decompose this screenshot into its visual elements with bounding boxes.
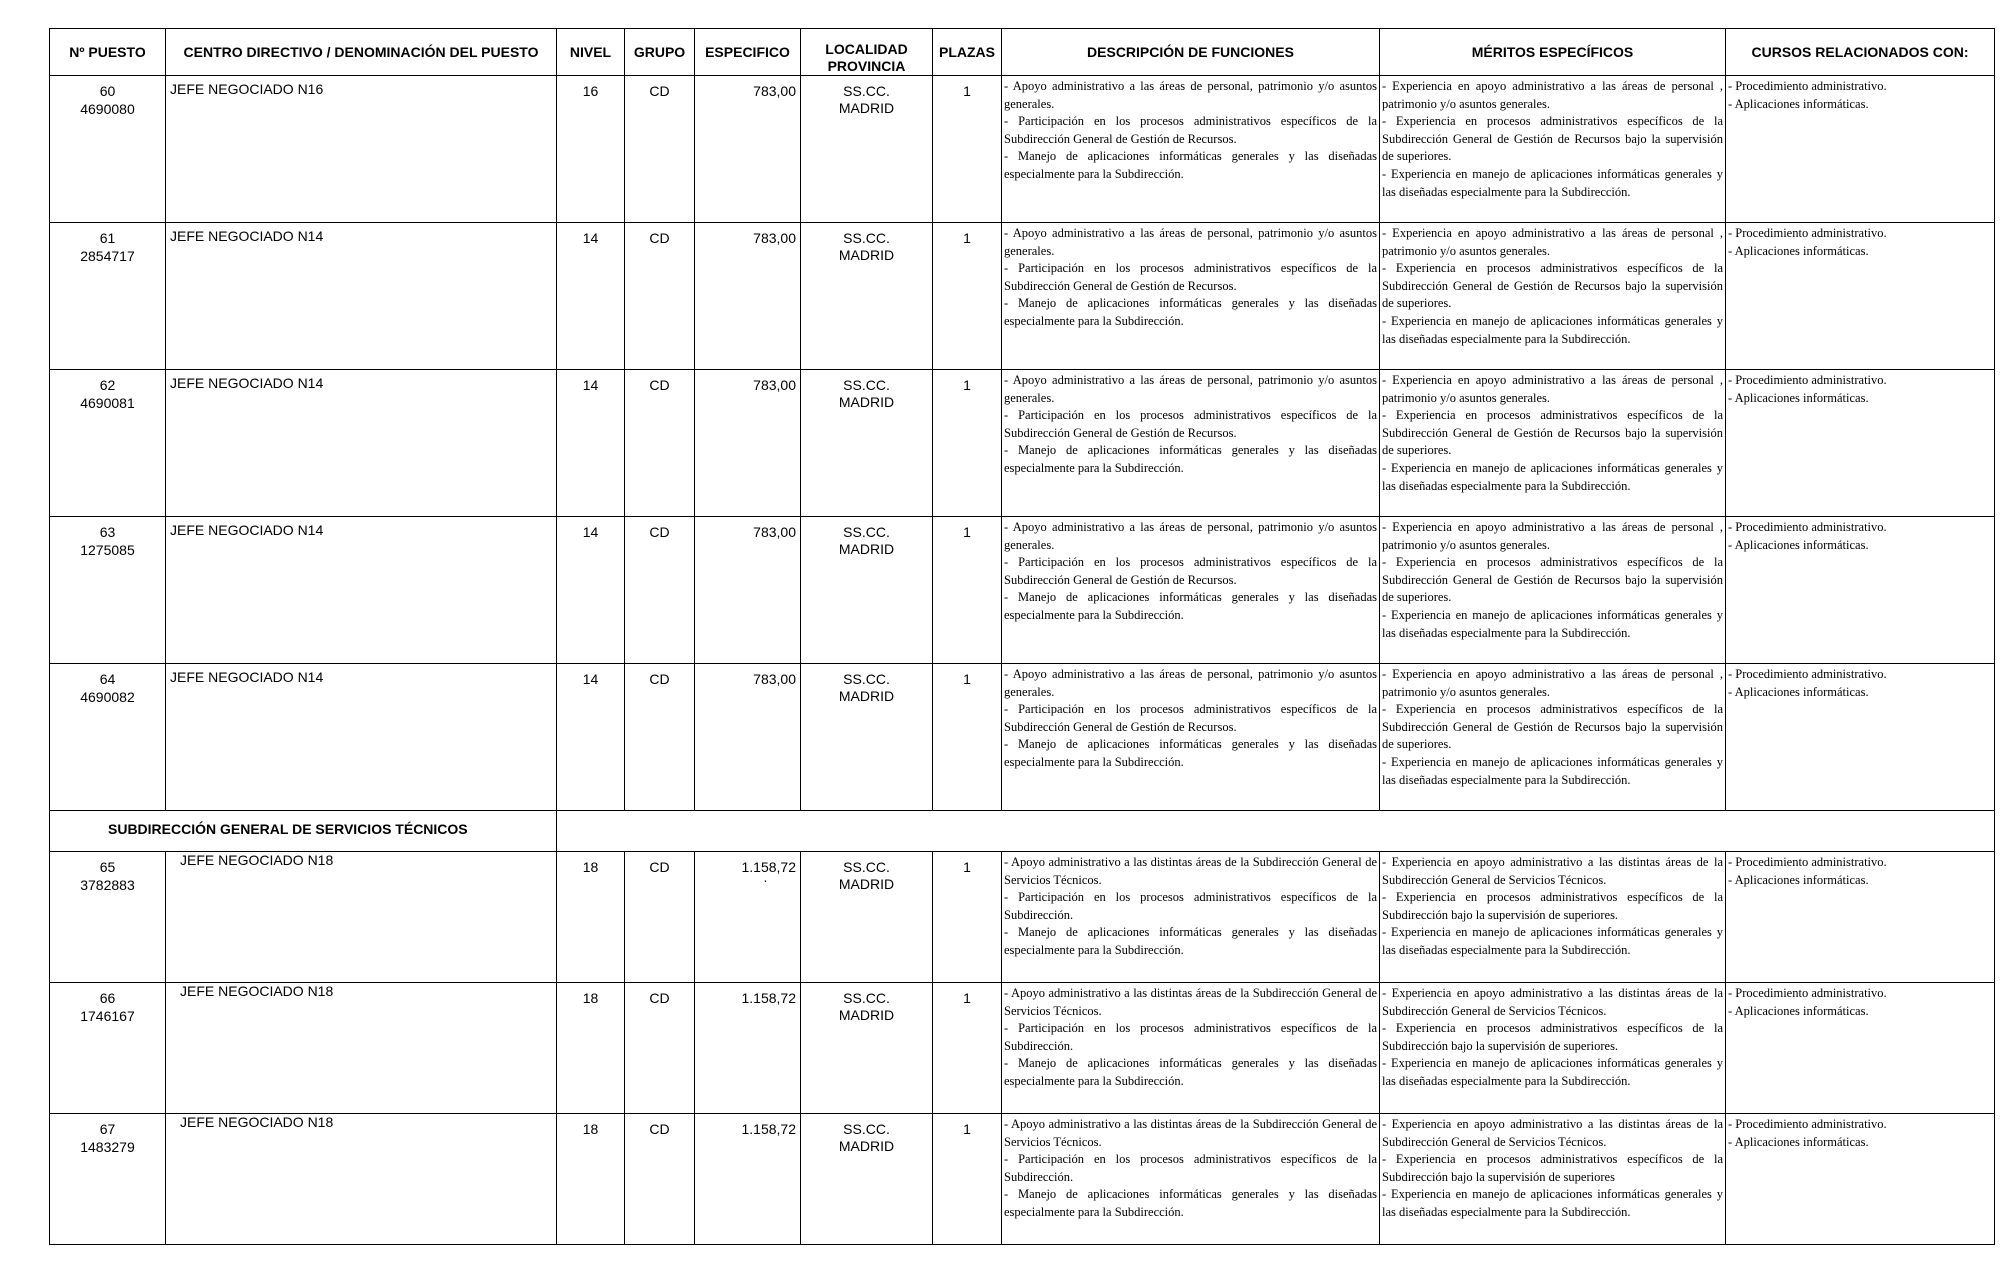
desc-line: - Participación en los procesos administrativos específicos de la Subdirección General de Gestión de Recursos. (1004, 114, 1377, 146)
meritos-cell (1380, 517, 1726, 664)
descripcion-cell (1002, 76, 1380, 223)
puesto-cell (50, 1114, 166, 1245)
grupo-value: CD (625, 76, 695, 223)
cursos-cell (1726, 76, 1995, 223)
cursos-line: - Aplicaciones informáticas. (1728, 1134, 1869, 1149)
puesto-code: 1275085 (80, 542, 135, 558)
puesto-cell (50, 983, 166, 1114)
cursos-cell (1726, 517, 1995, 664)
meritos-line: - Experiencia en apoyo administrativo a las áreas de personal , patrimonio y/o asuntos generales. (1382, 79, 1723, 111)
cursos-line: - Aplicaciones informáticas. (1728, 243, 1869, 258)
cursos-line: - Procedimiento administrativo. (1728, 855, 1887, 869)
meritos-line: - Experiencia en manejo de aplicaciones informáticas generales y las diseñadas especialmente para la Subdirección. (1382, 1187, 1723, 1219)
localidad-cell (801, 1114, 933, 1245)
grupo-value: CD (625, 852, 695, 983)
section-title: SUBDIRECCIÓN GENERAL DE SERVICIOS TÉCNICOS (50, 811, 557, 852)
meritos-line: - Experiencia en procesos administrativos específicos de la Subdirección General de Gestión de Recursos bajo la supervisión de superiores. (1382, 261, 1723, 311)
meritos-line: - Experiencia en apoyo administrativo a las áreas de personal , patrimonio y/o asuntos generales. (1382, 373, 1723, 405)
desc-line: - Participación en los procesos administrativos específicos de la Subdirección. (1004, 1021, 1377, 1053)
localidad-line1: SS.CC. (843, 1121, 890, 1137)
meritos-line: - Experiencia en manejo de aplicaciones informáticas generales y las diseñadas especialmente para la Subdirección. (1382, 460, 1723, 493)
header-descripcion: DESCRIPCIÓN DE FUNCIONES (1002, 29, 1380, 76)
plazas-value: 1 (933, 983, 1002, 1114)
meritos-cell (1380, 76, 1726, 223)
desc-line: - Manejo de aplicaciones informáticas generales y las diseñadas especialmente para la Subdirección. (1004, 1056, 1377, 1088)
localidad-line1: SS.CC. (843, 83, 890, 99)
especifico-value (695, 664, 801, 811)
descripcion-cell (1002, 852, 1380, 983)
localidad-line1: SS.CC. (843, 671, 890, 687)
header-especifico: ESPECIFICO (695, 29, 801, 76)
plazas-value: 1 (933, 223, 1002, 370)
plazas-value: 1 (933, 852, 1002, 983)
descripcion-cell (1002, 664, 1380, 811)
plazas-value: 1 (933, 1114, 1002, 1245)
cursos-line: - Aplicaciones informáticas. (1728, 390, 1869, 405)
header-row (50, 29, 1995, 76)
cursos-line: - Aplicaciones informáticas. (1728, 684, 1869, 699)
desc-line: - Manejo de aplicaciones informáticas generales y las diseñadas especialmente para la Subdirección. (1004, 925, 1377, 957)
cursos-line: - Procedimiento administrativo. (1728, 667, 1887, 681)
desc-line: - Apoyo administrativo a las áreas de personal, patrimonio y/o asuntos generales. (1004, 226, 1377, 258)
meritos-line: - Experiencia en procesos administrativos específicos de la Subdirección bajo la supervisión de superiores (1382, 1152, 1723, 1184)
descripcion-cell (1002, 1114, 1380, 1245)
stray-dot-mark: · (763, 872, 768, 888)
meritos-line: - Experiencia en procesos administrativos específicos de la Subdirección bajo la supervisión de superiores. (1382, 1021, 1723, 1053)
cursos-line: - Procedimiento administrativo. (1728, 226, 1887, 240)
cursos-line: - Procedimiento administrativo. (1728, 986, 1887, 1000)
puesto-code: 4690081 (80, 395, 135, 411)
table-row (50, 223, 1995, 370)
localidad-cell (801, 370, 933, 517)
grupo-value: CD (625, 370, 695, 517)
cursos-cell (1726, 1114, 1995, 1245)
job-positions-table (49, 28, 1995, 1245)
localidad-cell (801, 223, 933, 370)
especifico-value (695, 76, 801, 223)
nivel-value: 18 (557, 983, 625, 1114)
localidad-line1: SS.CC. (843, 230, 890, 246)
puesto-name: JEFE NEGOCIADO N14 (166, 223, 557, 370)
puesto-name: JEFE NEGOCIADO N14 (166, 370, 557, 517)
desc-line: - Apoyo administrativo a las distintas áreas de la Subdirección General de Servicios Técnicos. (1004, 1117, 1377, 1149)
nivel-value: 18 (557, 852, 625, 983)
localidad-line2: MADRID (838, 394, 895, 410)
nivel-value: 18 (557, 1114, 625, 1245)
especifico-value (695, 223, 801, 370)
plazas-value: 1 (933, 664, 1002, 811)
nivel-value: 16 (557, 76, 625, 223)
meritos-cell (1380, 852, 1726, 983)
desc-line: - Apoyo administrativo a las distintas áreas de la Subdirección General de Servicios Técnicos. (1004, 855, 1377, 887)
localidad-line1: SS.CC. (843, 524, 890, 540)
meritos-line: - Experiencia en procesos administrativos específicos de la Subdirección General de Gestión de Recursos bajo la supervisión de superiores. (1382, 408, 1723, 458)
localidad-line2: MADRID (838, 1007, 895, 1023)
especifico-amount: 1.158,72 (741, 859, 796, 875)
meritos-line: - Experiencia en manejo de aplicaciones informáticas generales y las diseñadas especialmente para la Subdirección. (1382, 313, 1723, 346)
puesto-code: 1746167 (80, 1008, 135, 1024)
meritos-line: - Experiencia en apoyo administrativo a las distintas áreas de la Subdirección General de Servicios Técnicos. (1382, 855, 1723, 887)
puesto-number: 65 (99, 859, 116, 875)
header-cursos: CURSOS RELACIONADOS CON: (1726, 29, 1995, 76)
localidad-line2: MADRID (838, 876, 895, 892)
desc-line: - Participación en los procesos administrativos específicos de la Subdirección General de Gestión de Recursos. (1004, 408, 1377, 440)
desc-line: - Manejo de aplicaciones informáticas generales y las diseñadas especialmente para la Subdirección. (1004, 590, 1377, 622)
localidad-cell (801, 852, 933, 983)
table-row (50, 983, 1995, 1114)
puesto-name: JEFE NEGOCIADO N16 (166, 76, 557, 223)
localidad-cell (801, 983, 933, 1114)
desc-line: - Participación en los procesos administrativos específicos de la Subdirección General de Gestión de Recursos. (1004, 555, 1377, 587)
cursos-cell (1726, 852, 1995, 983)
cursos-cell (1726, 370, 1995, 517)
descripcion-cell (1002, 983, 1380, 1114)
meritos-line: - Experiencia en manejo de aplicaciones informáticas generales y las diseñadas especialmente para la Subdirección. (1382, 166, 1723, 199)
localidad-line2: MADRID (838, 1138, 895, 1154)
especifico-value (695, 1114, 801, 1245)
desc-line: - Manejo de aplicaciones informáticas generales y las diseñadas especialmente para la Subdirección. (1004, 296, 1377, 328)
cursos-line: - Aplicaciones informáticas. (1728, 537, 1869, 552)
cursos-line: - Procedimiento administrativo. (1728, 1117, 1887, 1131)
desc-line: - Participación en los procesos administrativos específicos de la Subdirección General de Gestión de Recursos. (1004, 261, 1377, 293)
puesto-name: JEFE NEGOCIADO N18 (166, 852, 557, 983)
meritos-line: - Experiencia en manejo de aplicaciones informáticas generales y las diseñadas especialmente para la Subdirección. (1382, 1056, 1723, 1088)
meritos-line: - Experiencia en apoyo administrativo a las distintas áreas de la Subdirección General de Servicios Técnicos. (1382, 986, 1723, 1018)
grupo-value: CD (625, 983, 695, 1114)
localidad-cell (801, 517, 933, 664)
desc-line: - Participación en los procesos administrativos específicos de la Subdirección. (1004, 890, 1377, 922)
puesto-cell (50, 370, 166, 517)
puesto-cell (50, 223, 166, 370)
puesto-cell (50, 517, 166, 664)
header-plazas: PLAZAS (933, 29, 1002, 76)
especifico-amount: 1.158,72 (741, 990, 796, 1006)
desc-line: - Participación en los procesos administrativos específicos de la Subdirección General de Gestión de Recursos. (1004, 702, 1377, 734)
puesto-number: 60 (99, 83, 116, 99)
desc-line: - Apoyo administrativo a las áreas de personal, patrimonio y/o asuntos generales. (1004, 373, 1377, 405)
meritos-line: - Experiencia en apoyo administrativo a las áreas de personal , patrimonio y/o asuntos generales. (1382, 226, 1723, 258)
puesto-name: JEFE NEGOCIADO N14 (166, 517, 557, 664)
plazas-value: 1 (933, 517, 1002, 664)
puesto-cell (50, 76, 166, 223)
meritos-line: - Experiencia en manejo de aplicaciones informáticas generales y las diseñadas especialmente para la Subdirección. (1382, 754, 1723, 787)
header-puesto: Nº PUESTO (50, 29, 166, 76)
desc-line: - Manejo de aplicaciones informáticas generales y las diseñadas especialmente para la Subdirección. (1004, 737, 1377, 769)
localidad-line1: SS.CC. (843, 990, 890, 1006)
especifico-amount: 783,00 (753, 83, 796, 99)
meritos-line: - Experiencia en manejo de aplicaciones informáticas generales y las diseñadas especialmente para la Subdirección. (1382, 607, 1723, 640)
grupo-value: CD (625, 223, 695, 370)
grupo-value: CD (625, 517, 695, 664)
section-row (50, 811, 1995, 852)
desc-line: - Apoyo administrativo a las áreas de personal, patrimonio y/o asuntos generales. (1004, 79, 1377, 111)
localidad-line2: MADRID (838, 247, 895, 263)
nivel-value: 14 (557, 223, 625, 370)
desc-line: - Participación en los procesos administrativos específicos de la Subdirección. (1004, 1152, 1377, 1184)
descripcion-cell (1002, 223, 1380, 370)
especifico-amount: 783,00 (753, 671, 796, 687)
header-localidad-line2: PROVINCIA (827, 58, 906, 74)
localidad-line1: SS.CC. (843, 377, 890, 393)
descripcion-cell (1002, 517, 1380, 664)
localidad-line2: MADRID (838, 541, 895, 557)
puesto-code: 3782883 (80, 877, 135, 893)
puesto-number: 64 (99, 671, 116, 687)
nivel-value: 14 (557, 517, 625, 664)
especifico-value (695, 517, 801, 664)
nivel-value: 14 (557, 370, 625, 517)
localidad-line2: MADRID (838, 100, 895, 116)
header-localidad (801, 29, 933, 76)
nivel-value: 14 (557, 664, 625, 811)
puesto-name: JEFE NEGOCIADO N18 (166, 1114, 557, 1245)
especifico-amount: 783,00 (753, 230, 796, 246)
puesto-code: 4690082 (80, 689, 135, 705)
puesto-number: 67 (99, 1121, 116, 1137)
table-row (50, 370, 1995, 517)
cursos-line: - Procedimiento administrativo. (1728, 520, 1887, 534)
cursos-line: - Aplicaciones informáticas. (1728, 96, 1869, 111)
table-row (50, 76, 1995, 223)
desc-line: - Manejo de aplicaciones informáticas generales y las diseñadas especialmente para la Subdirección. (1004, 149, 1377, 181)
meritos-line: - Experiencia en apoyo administrativo a las áreas de personal , patrimonio y/o asuntos generales. (1382, 667, 1723, 699)
header-localidad-line1: LOCALIDAD (825, 41, 908, 57)
puesto-cell (50, 852, 166, 983)
grupo-value: CD (625, 1114, 695, 1245)
localidad-cell (801, 76, 933, 223)
meritos-cell (1380, 370, 1726, 517)
cursos-cell (1726, 983, 1995, 1114)
header-grupo: GRUPO (625, 29, 695, 76)
puesto-cell (50, 664, 166, 811)
cursos-cell (1726, 664, 1995, 811)
especifico-value (695, 370, 801, 517)
puesto-number: 61 (99, 230, 116, 246)
plazas-value: 1 (933, 76, 1002, 223)
meritos-cell (1380, 664, 1726, 811)
plazas-value: 1 (933, 370, 1002, 517)
localidad-cell (801, 664, 933, 811)
meritos-line: - Experiencia en manejo de aplicaciones informáticas generales y las diseñadas especialmente para la Subdirección. (1382, 925, 1723, 957)
meritos-line: - Experiencia en procesos administrativos específicos de la Subdirección General de Gestión de Recursos bajo la supervisión de superiores. (1382, 702, 1723, 752)
cursos-line: - Procedimiento administrativo. (1728, 373, 1887, 387)
localidad-line2: MADRID (838, 688, 895, 704)
meritos-cell (1380, 983, 1726, 1114)
puesto-name: JEFE NEGOCIADO N18 (166, 983, 557, 1114)
desc-line: - Manejo de aplicaciones informáticas generales y las diseñadas especialmente para la Subdirección. (1004, 443, 1377, 475)
puesto-code: 4690080 (80, 101, 135, 117)
puesto-code: 1483279 (80, 1139, 135, 1155)
meritos-line: - Experiencia en apoyo administrativo a las distintas áreas de la Subdirección General de Servicios Técnicos. (1382, 1117, 1723, 1149)
puesto-code: 2854717 (80, 248, 135, 264)
cursos-line: - Procedimiento administrativo. (1728, 79, 1887, 93)
especifico-value (695, 852, 801, 983)
especifico-value (695, 983, 801, 1114)
table-row (50, 1114, 1995, 1245)
cursos-line: - Aplicaciones informáticas. (1728, 1003, 1869, 1018)
desc-line: - Manejo de aplicaciones informáticas generales y las diseñadas especialmente para la Subdirección. (1004, 1187, 1377, 1219)
meritos-line: - Experiencia en procesos administrativos específicos de la Subdirección General de Gestión de Recursos bajo la supervisión de superiores. (1382, 114, 1723, 164)
descripcion-cell (1002, 370, 1380, 517)
cursos-cell (1726, 223, 1995, 370)
header-meritos: MÉRITOS ESPECÍFICOS (1380, 29, 1726, 76)
table-row (50, 852, 1995, 983)
localidad-line1: SS.CC. (843, 859, 890, 875)
puesto-number: 66 (99, 990, 116, 1006)
table-row (50, 664, 1995, 811)
puesto-number: 63 (99, 524, 116, 540)
meritos-line: - Experiencia en procesos administrativos específicos de la Subdirección General de Gestión de Recursos bajo la supervisión de superiores. (1382, 555, 1723, 605)
puesto-name: JEFE NEGOCIADO N14 (166, 664, 557, 811)
especifico-amount: 1.158,72 (741, 1121, 796, 1137)
header-centro: CENTRO DIRECTIVO / DENOMINACIÓN DEL PUESTO (166, 29, 557, 76)
section-filler (557, 811, 1995, 852)
especifico-amount: 783,00 (753, 524, 796, 540)
especifico-amount: 783,00 (753, 377, 796, 393)
puesto-number: 62 (99, 377, 116, 393)
cursos-line: - Aplicaciones informáticas. (1728, 872, 1869, 887)
meritos-cell (1380, 223, 1726, 370)
meritos-line: - Experiencia en apoyo administrativo a las áreas de personal , patrimonio y/o asuntos generales. (1382, 520, 1723, 552)
meritos-line: - Experiencia en procesos administrativos específicos de la Subdirección bajo la supervisión de superiores. (1382, 890, 1723, 922)
table-row (50, 517, 1995, 664)
meritos-cell (1380, 1114, 1726, 1245)
desc-line: - Apoyo administrativo a las distintas áreas de la Subdirección General de Servicios Técnicos. (1004, 986, 1377, 1018)
desc-line: - Apoyo administrativo a las áreas de personal, patrimonio y/o asuntos generales. (1004, 667, 1377, 699)
grupo-value: CD (625, 664, 695, 811)
header-nivel: NIVEL (557, 29, 625, 76)
desc-line: - Apoyo administrativo a las áreas de personal, patrimonio y/o asuntos generales. (1004, 520, 1377, 552)
